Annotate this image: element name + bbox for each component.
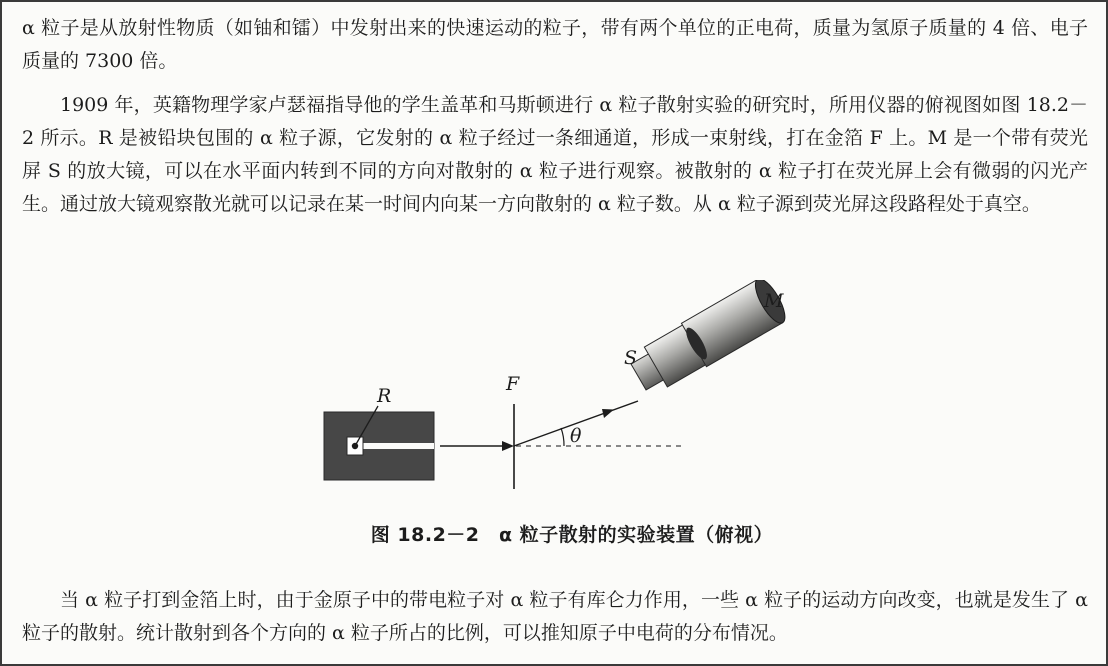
figure-caption: 图 18.2－2 α 粒子散射的实验装置（俯视） <box>370 524 774 546</box>
label-screen-s: S <box>624 347 638 369</box>
paragraph-alpha-particle-intro: α 粒子是从放射性物质（如铀和镭）中发射出来的快速运动的粒子，带有两个单位的正电荷，质量为氢原子质量的 4 倍、电子质量的 7300 倍。 <box>22 17 1088 72</box>
angle-arc <box>561 428 564 446</box>
label-foil-f: F <box>506 373 520 395</box>
scattered-beam-arrow <box>602 409 614 418</box>
paragraph-scattering-explanation: 当 α 粒子打到金箔上时，由于金原子中的带电粒子对 α 粒子有库仑力作用，一些 α 粒子的运动方向改变，也就是发生了 α 粒子的散射。统计散射到各个方向的 α 粒子所占的比例，可以推知原子中电荷的分布情况。 <box>22 589 1088 644</box>
figure-alpha-scattering-apparatus <box>302 280 842 560</box>
label-angle-theta: θ <box>570 425 582 447</box>
lead-block <box>324 412 434 480</box>
paragraph-rutherford-experiment: 1909 年，英籍物理学家卢瑟福指导他的学生盖革和马斯顿进行 α 粒子散射实验的研究时，所用仪器的俯视图如图 18.2－2 所示。R 是被铅块包围的 α 粒子源，它发射的 α 粒子经过一条细通道，形成一束射线，打在金箔 F 上。M 是一个带有荧光屏 S 的放大镜，可以在水平面内转到不同的方向对散射的 α 粒子进行观察。被散射的 α 粒子打在荧光屏上会有微弱的闪光产生。通过放大镜观察散光就可以记录在某一时间内向某一方向散射的 α 粒子数。从 α 粒子源到荧光屏这段路程处于真空。 <box>22 94 1088 215</box>
incident-beam-arrow <box>502 441 514 451</box>
label-microscope-m: M <box>764 290 784 312</box>
apparatus-diagram <box>302 280 842 515</box>
label-source-r: R <box>377 385 392 407</box>
